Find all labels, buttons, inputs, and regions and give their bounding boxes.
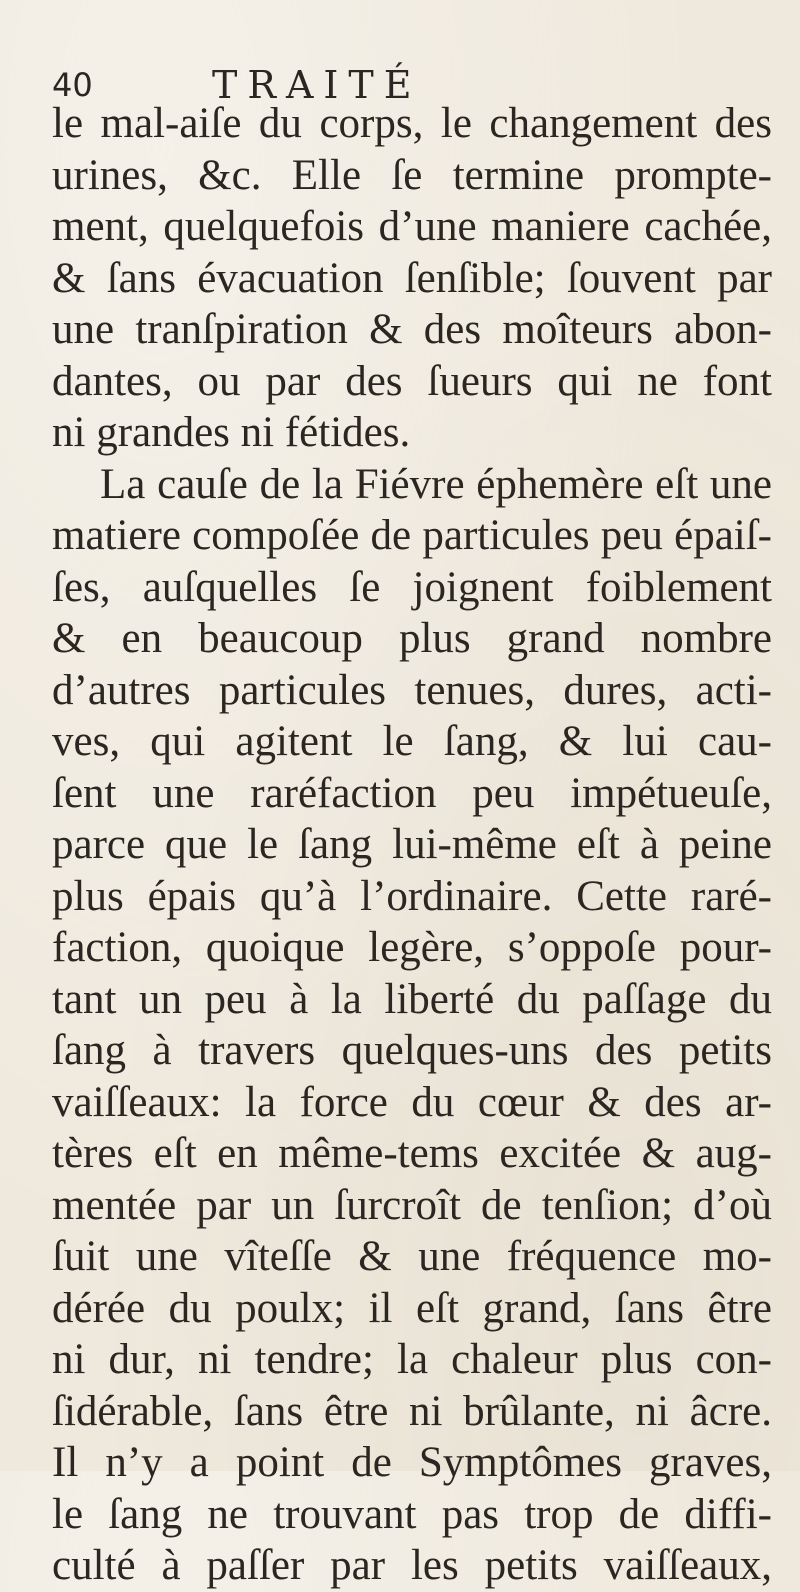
paragraph — [52, 459, 772, 1592]
page-number: 40 — [52, 66, 93, 104]
text-line: mentée par un ſurcroît de tenſion; d’où — [52, 1181, 772, 1229]
text-line: une tranſpiration & des moîteurs abon- — [52, 306, 772, 353]
paragraph — [52, 98, 772, 459]
text-line: & en beaucoup plus grand nombre — [52, 615, 772, 662]
text-line: ſent une raréfaction peu impétueuſe, — [52, 769, 772, 817]
text-line: ſuit une vîteſſe & une fréquence mo- — [52, 1233, 772, 1280]
text-line: & ſans évacuation ſenſible; ſouvent par — [52, 254, 772, 302]
body-text — [52, 98, 772, 1592]
text-line: ni grandes ni fétides. — [52, 409, 411, 456]
text-line: plus épais qu’à l’ordinaire. Cette raré- — [52, 872, 772, 920]
text-line: matiere compoſée de particules peu épaiſ- — [52, 512, 772, 559]
text-line: dérée du poulx; il eſt grand, ſans être — [52, 1284, 772, 1332]
text-line: ves, qui agitent le ſang, & lui cau- — [52, 718, 772, 765]
running-head: TRAITÉ — [212, 63, 422, 107]
text-line: vaiſſeaux: la force du cœur & des ar- — [52, 1078, 772, 1126]
text-line: le ſang ne trouvant pas trop de diffi- — [52, 1490, 772, 1538]
text-line: dantes, ou par des ſueurs qui ne font — [52, 357, 772, 405]
text-line: Il n’y a point de Symptômes graves, — [52, 1439, 772, 1486]
text-line: d’autres particules tenues, dures, acti- — [52, 666, 772, 714]
text-line: tant un peu à la liberté du paſſage du — [52, 975, 772, 1023]
text-line: faction, quoique legère, s’oppoſe pour- — [52, 924, 772, 971]
text-line: La cauſe de la Fiévre éphemère eſt une — [100, 460, 772, 508]
text-line: urines, &c. Elle ſe termine prompte- — [52, 151, 772, 199]
text-line: ni dur, ni tendre; la chaleur plus con- — [52, 1336, 772, 1383]
text-line: ment, quelquefois d’une maniere cachée, — [52, 203, 772, 250]
text-line: le mal-aiſe du corps, le changement des — [52, 100, 772, 147]
text-line: ſes, auſquelles ſe joignent foiblement — [52, 563, 772, 611]
text-line: culté à paſſer par les petits vaiſſeaux, — [52, 1542, 772, 1589]
text-line: ſidérable, ſans être ni brûlante, ni âcre. — [52, 1387, 772, 1435]
text-line: parce que le ſang lui-même eſt à peine — [52, 821, 772, 868]
text-line: tères eſt en même-tems excitée & aug- — [52, 1130, 772, 1177]
text-line: ſang à travers quelques-uns des petits — [52, 1027, 772, 1074]
